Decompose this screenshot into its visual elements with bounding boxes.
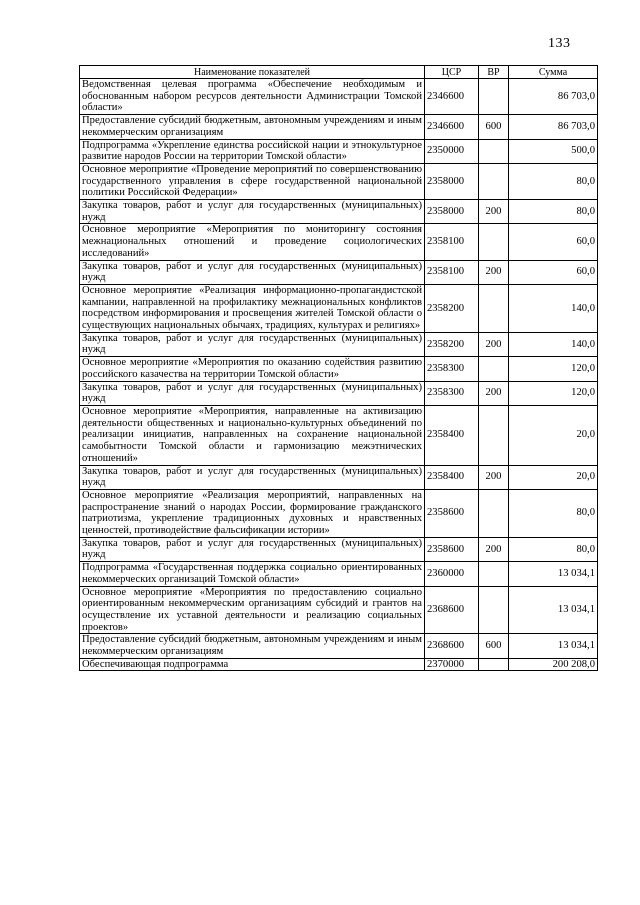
table-row xyxy=(80,586,598,634)
row-csr: 2358100 xyxy=(425,260,479,284)
row-sum: 80,0 xyxy=(509,200,598,224)
row-sum: 20,0 xyxy=(509,465,598,489)
row-name: Предоставление субсидий бюджетным, автономным учреждениям и иным некоммерческим организациям xyxy=(80,634,425,658)
row-vr xyxy=(479,586,509,634)
row-sum: 86 703,0 xyxy=(509,115,598,139)
header-name: Наименование показателей xyxy=(80,66,425,79)
row-sum: 200 208,0 xyxy=(509,658,598,671)
row-vr: 200 xyxy=(479,200,509,224)
row-name: Закупка товаров, работ и услуг для государственных (муниципальных) нужд xyxy=(80,260,425,284)
row-csr: 2358300 xyxy=(425,381,479,405)
row-sum: 60,0 xyxy=(509,260,598,284)
row-vr xyxy=(479,79,509,115)
row-vr: 600 xyxy=(479,634,509,658)
row-name: Основное мероприятие «Проведение мероприятий по совершенствованию государственного управления в сфере государственной национальной политики Российской Федерации» xyxy=(80,163,425,199)
row-vr xyxy=(479,658,509,671)
row-csr: 2358400 xyxy=(425,465,479,489)
row-csr: 2358600 xyxy=(425,489,479,537)
row-vr xyxy=(479,139,509,163)
row-vr xyxy=(479,224,509,260)
table-row xyxy=(80,465,598,489)
row-name: Закупка товаров, работ и услуг для государственных (муниципальных) нужд xyxy=(80,537,425,561)
row-csr: 2346600 xyxy=(425,115,479,139)
row-vr: 200 xyxy=(479,537,509,561)
row-sum: 140,0 xyxy=(509,284,598,332)
row-csr: 2358100 xyxy=(425,224,479,260)
budget-table xyxy=(79,65,598,671)
row-csr: 2368600 xyxy=(425,634,479,658)
table-row xyxy=(80,381,598,405)
table-row xyxy=(80,562,598,586)
row-name: Основное мероприятие «Реализация информационно-пропагандистской кампании, направленной на профилактику межнациональных конфликтов посредством информирования и просвещения жителей Томской области о существующих национальных обычаях, традициях, культурах и религиях» xyxy=(80,284,425,332)
header-csr: ЦСР xyxy=(425,66,479,79)
row-name: Закупка товаров, работ и услуг для государственных (муниципальных) нужд xyxy=(80,200,425,224)
table-row xyxy=(80,357,598,381)
row-vr: 600 xyxy=(479,115,509,139)
row-sum: 60,0 xyxy=(509,224,598,260)
row-name: Основное мероприятие «Мероприятия по предоставлению социально ориентированным некоммерческим организациям субсидий и грантов на осуществление их уставной деятельности и реализацию социальных проектов» xyxy=(80,586,425,634)
table-row xyxy=(80,224,598,260)
row-sum: 140,0 xyxy=(509,332,598,356)
row-name: Основное мероприятие «Мероприятия, направленные на активизацию деятельности общественных и национально-культурных объединений по реализации инициатив, направленных на сохранение национальной самобытности Томской области и гармонизацию межэтнических отношений» xyxy=(80,405,425,465)
row-vr: 200 xyxy=(479,381,509,405)
table-row xyxy=(80,115,598,139)
row-vr xyxy=(479,489,509,537)
row-vr xyxy=(479,357,509,381)
row-sum: 80,0 xyxy=(509,163,598,199)
row-name: Предоставление субсидий бюджетным, автономным учреждениям и иным некоммерческим организациям xyxy=(80,115,425,139)
row-sum: 120,0 xyxy=(509,357,598,381)
row-name: Подпрограмма «Государственная поддержка социально ориентированных некоммерческих организаций Томской области» xyxy=(80,562,425,586)
table-row xyxy=(80,284,598,332)
table-row xyxy=(80,634,598,658)
row-vr xyxy=(479,562,509,586)
row-csr: 2368600 xyxy=(425,586,479,634)
row-csr: 2358200 xyxy=(425,332,479,356)
row-sum: 20,0 xyxy=(509,405,598,465)
table-row xyxy=(80,537,598,561)
row-sum: 13 034,1 xyxy=(509,586,598,634)
table-row xyxy=(80,405,598,465)
header-sum: Сумма xyxy=(509,66,598,79)
page-number: 133 xyxy=(548,36,571,51)
row-vr xyxy=(479,405,509,465)
table-row xyxy=(80,139,598,163)
row-name: Основное мероприятие «Реализация мероприятий, направленных на распространение знаний о народах России, формирование гражданского патриотизма, укрепление традиционных духовных и нравственных ценностей, противодействие фальсификации истории» xyxy=(80,489,425,537)
row-name: Подпрограмма «Укрепление единства российской нации и этнокультурное развитие народов России на территории Томской области» xyxy=(80,139,425,163)
row-sum: 13 034,1 xyxy=(509,562,598,586)
row-name: Основное мероприятие «Мероприятия по мониторингу состояния межнациональных отношений и проведение социологических исследований» xyxy=(80,224,425,260)
row-csr: 2350000 xyxy=(425,139,479,163)
table-row xyxy=(80,260,598,284)
row-name: Закупка товаров, работ и услуг для государственных (муниципальных) нужд xyxy=(80,381,425,405)
row-sum: 500,0 xyxy=(509,139,598,163)
row-sum: 120,0 xyxy=(509,381,598,405)
row-csr: 2360000 xyxy=(425,562,479,586)
row-csr: 2370000 xyxy=(425,658,479,671)
row-vr: 200 xyxy=(479,332,509,356)
row-csr: 2358300 xyxy=(425,357,479,381)
header-vr: ВР xyxy=(479,66,509,79)
row-name: Основное мероприятие «Мероприятия по оказанию содействия развитию российского казачества на территории Томской области» xyxy=(80,357,425,381)
row-csr: 2358000 xyxy=(425,163,479,199)
row-csr: 2358600 xyxy=(425,537,479,561)
row-csr: 2358200 xyxy=(425,284,479,332)
row-csr: 2358000 xyxy=(425,200,479,224)
table-header-row xyxy=(80,66,598,79)
row-name: Закупка товаров, работ и услуг для государственных (муниципальных) нужд xyxy=(80,465,425,489)
table-row xyxy=(80,163,598,199)
row-vr: 200 xyxy=(479,465,509,489)
row-name: Закупка товаров, работ и услуг для государственных (муниципальных) нужд xyxy=(80,332,425,356)
table-row xyxy=(80,332,598,356)
table-row xyxy=(80,200,598,224)
row-sum: 80,0 xyxy=(509,489,598,537)
row-vr: 200 xyxy=(479,260,509,284)
row-sum: 80,0 xyxy=(509,537,598,561)
table-row xyxy=(80,79,598,115)
row-sum: 13 034,1 xyxy=(509,634,598,658)
row-name: Обеспечивающая подпрограмма xyxy=(80,658,425,671)
row-csr: 2346600 xyxy=(425,79,479,115)
table-row xyxy=(80,489,598,537)
row-csr: 2358400 xyxy=(425,405,479,465)
row-name: Ведомственная целевая программа «Обеспечение необходимым и обоснованным набором ресурсов деятельности Администрации Томской области» xyxy=(80,79,425,115)
table-row xyxy=(80,658,598,671)
row-sum: 86 703,0 xyxy=(509,79,598,115)
row-vr xyxy=(479,163,509,199)
row-vr xyxy=(479,284,509,332)
